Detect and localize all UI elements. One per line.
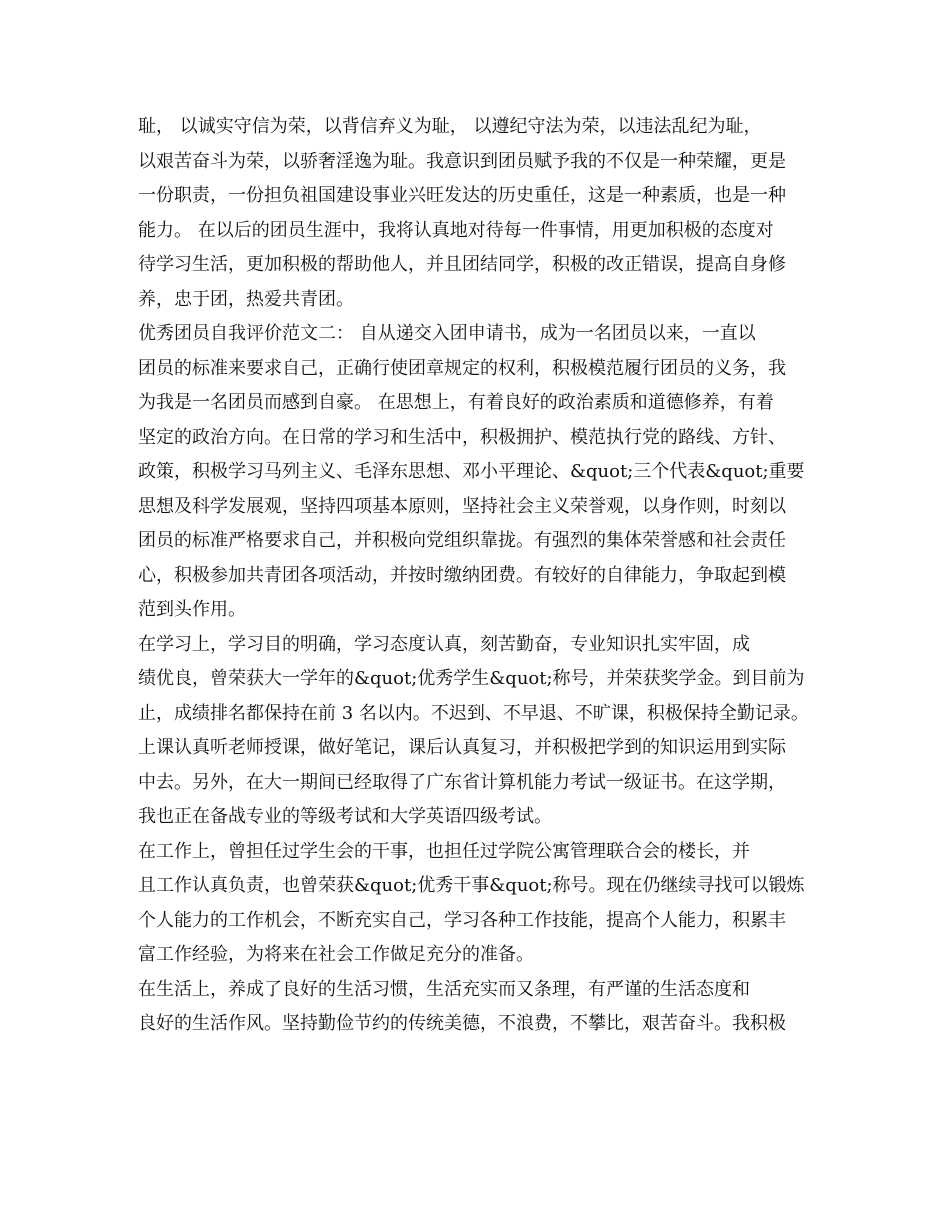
text-line: 政策，积极学习马列主义、毛泽东思想、邓小平理论、&quot;三个代表&quot;重要 bbox=[138, 461, 805, 482]
text-line: 团员的标准来要求自己，正确行使团章规定的权利，积极模范履行团员的义务，我 bbox=[138, 357, 786, 379]
text-line: 一份职责，一份担负祖国建设事业兴旺发达的历史重任，这是一种素质，也是一种 bbox=[138, 185, 786, 206]
section-heading-line: 优秀团员自我评价范文二： 自从递交入团申请书，成为一名团员以来，一直以 bbox=[138, 323, 756, 344]
text-line: 中去。另外，在大一期间已经取得了广东省计算机能力考试一级证书。在这学期， bbox=[138, 771, 786, 793]
paragraph-start-line: 在工作上，曾担任过学生会的干事，也担任过学院公寓管理联合会的楼长，并 bbox=[138, 840, 750, 862]
text-line: 待学习生活，更加积极的帮助他人，并且团结同学，积极的改正错误，提高自身修 bbox=[138, 254, 786, 275]
text-line: 绩优良，曾荣获大一学年的&quot;优秀学生&quot;称号，并荣获奖学金。到目前为 bbox=[138, 668, 805, 689]
text-line: 养，忠于团，热爱共青团。 bbox=[138, 288, 354, 310]
text-line: 止，成绩排名都保持在前 3 名以内。不迟到、不早退、不旷课，积极保持全勤记录。 bbox=[138, 702, 809, 724]
text-line: 思想及科学发展观，坚持四项基本原则，坚持社会主义荣誉观，以身作则，时刻以 bbox=[138, 495, 786, 517]
text-line: 个人能力的工作机会，不断充实自己，学习各种工作技能，提高个人能力，积累丰 bbox=[138, 909, 786, 931]
text-line: 心，积极参加共青团各项活动，并按时缴纳团费。有较好的自律能力，争取起到模 bbox=[138, 564, 786, 586]
text-line: 团员的标准严格要求自己，并积极向党组织靠拢。有强烈的集体荣誉感和社会责任 bbox=[138, 530, 786, 551]
text-line: 良好的生活作风。坚持勤俭节约的传统美德，不浪费，不攀比，艰苦奋斗。我积极 bbox=[138, 1013, 786, 1034]
text-line: 上课认真听老师授课，做好笔记，课后认真复习，并积极把学到的知识运用到实际 bbox=[138, 737, 786, 758]
text-line: 富工作经验，为将来在社会工作做足充分的准备。 bbox=[138, 944, 534, 965]
text-line: 能力。 在以后的团员生涯中，我将认真地对待每一件事情，用更加积极的态度对 bbox=[138, 219, 774, 241]
text-line: 以艰苦奋斗为荣，以骄奢淫逸为耻。我意识到团员赋予我的不仅是一种荣耀，更是 bbox=[138, 150, 786, 172]
text-line: 且工作认真负责，也曾荣获&quot;优秀干事&quot;称号。现在仍继续寻找可以锻炼 bbox=[138, 875, 805, 896]
text-line: 范到头作用。 bbox=[138, 599, 246, 620]
text-line: 为我是一名团员而感到自豪。 在思想上，有着良好的政治素质和道德修养，有着 bbox=[138, 392, 774, 413]
paragraph-start-line: 在生活上，养成了良好的生活习惯，生活充实而又条理，有严谨的生活态度和 bbox=[138, 978, 750, 1000]
paragraph-start-line: 在学习上，学习目的明确，学习态度认真，刻苦勤奋，专业知识扎实牢固，成 bbox=[138, 633, 750, 655]
text-line: 耻， 以诚实守信为荣，以背信弃义为耻， 以遵纪守法为荣，以违法乱纪为耻， bbox=[138, 116, 762, 137]
text-line: 坚定的政治方向。在日常的学习和生活中，积极拥护、模范执行党的路线、方针、 bbox=[138, 426, 786, 448]
text-line: 我也正在备战专业的等级考试和大学英语四级考试。 bbox=[138, 806, 552, 827]
